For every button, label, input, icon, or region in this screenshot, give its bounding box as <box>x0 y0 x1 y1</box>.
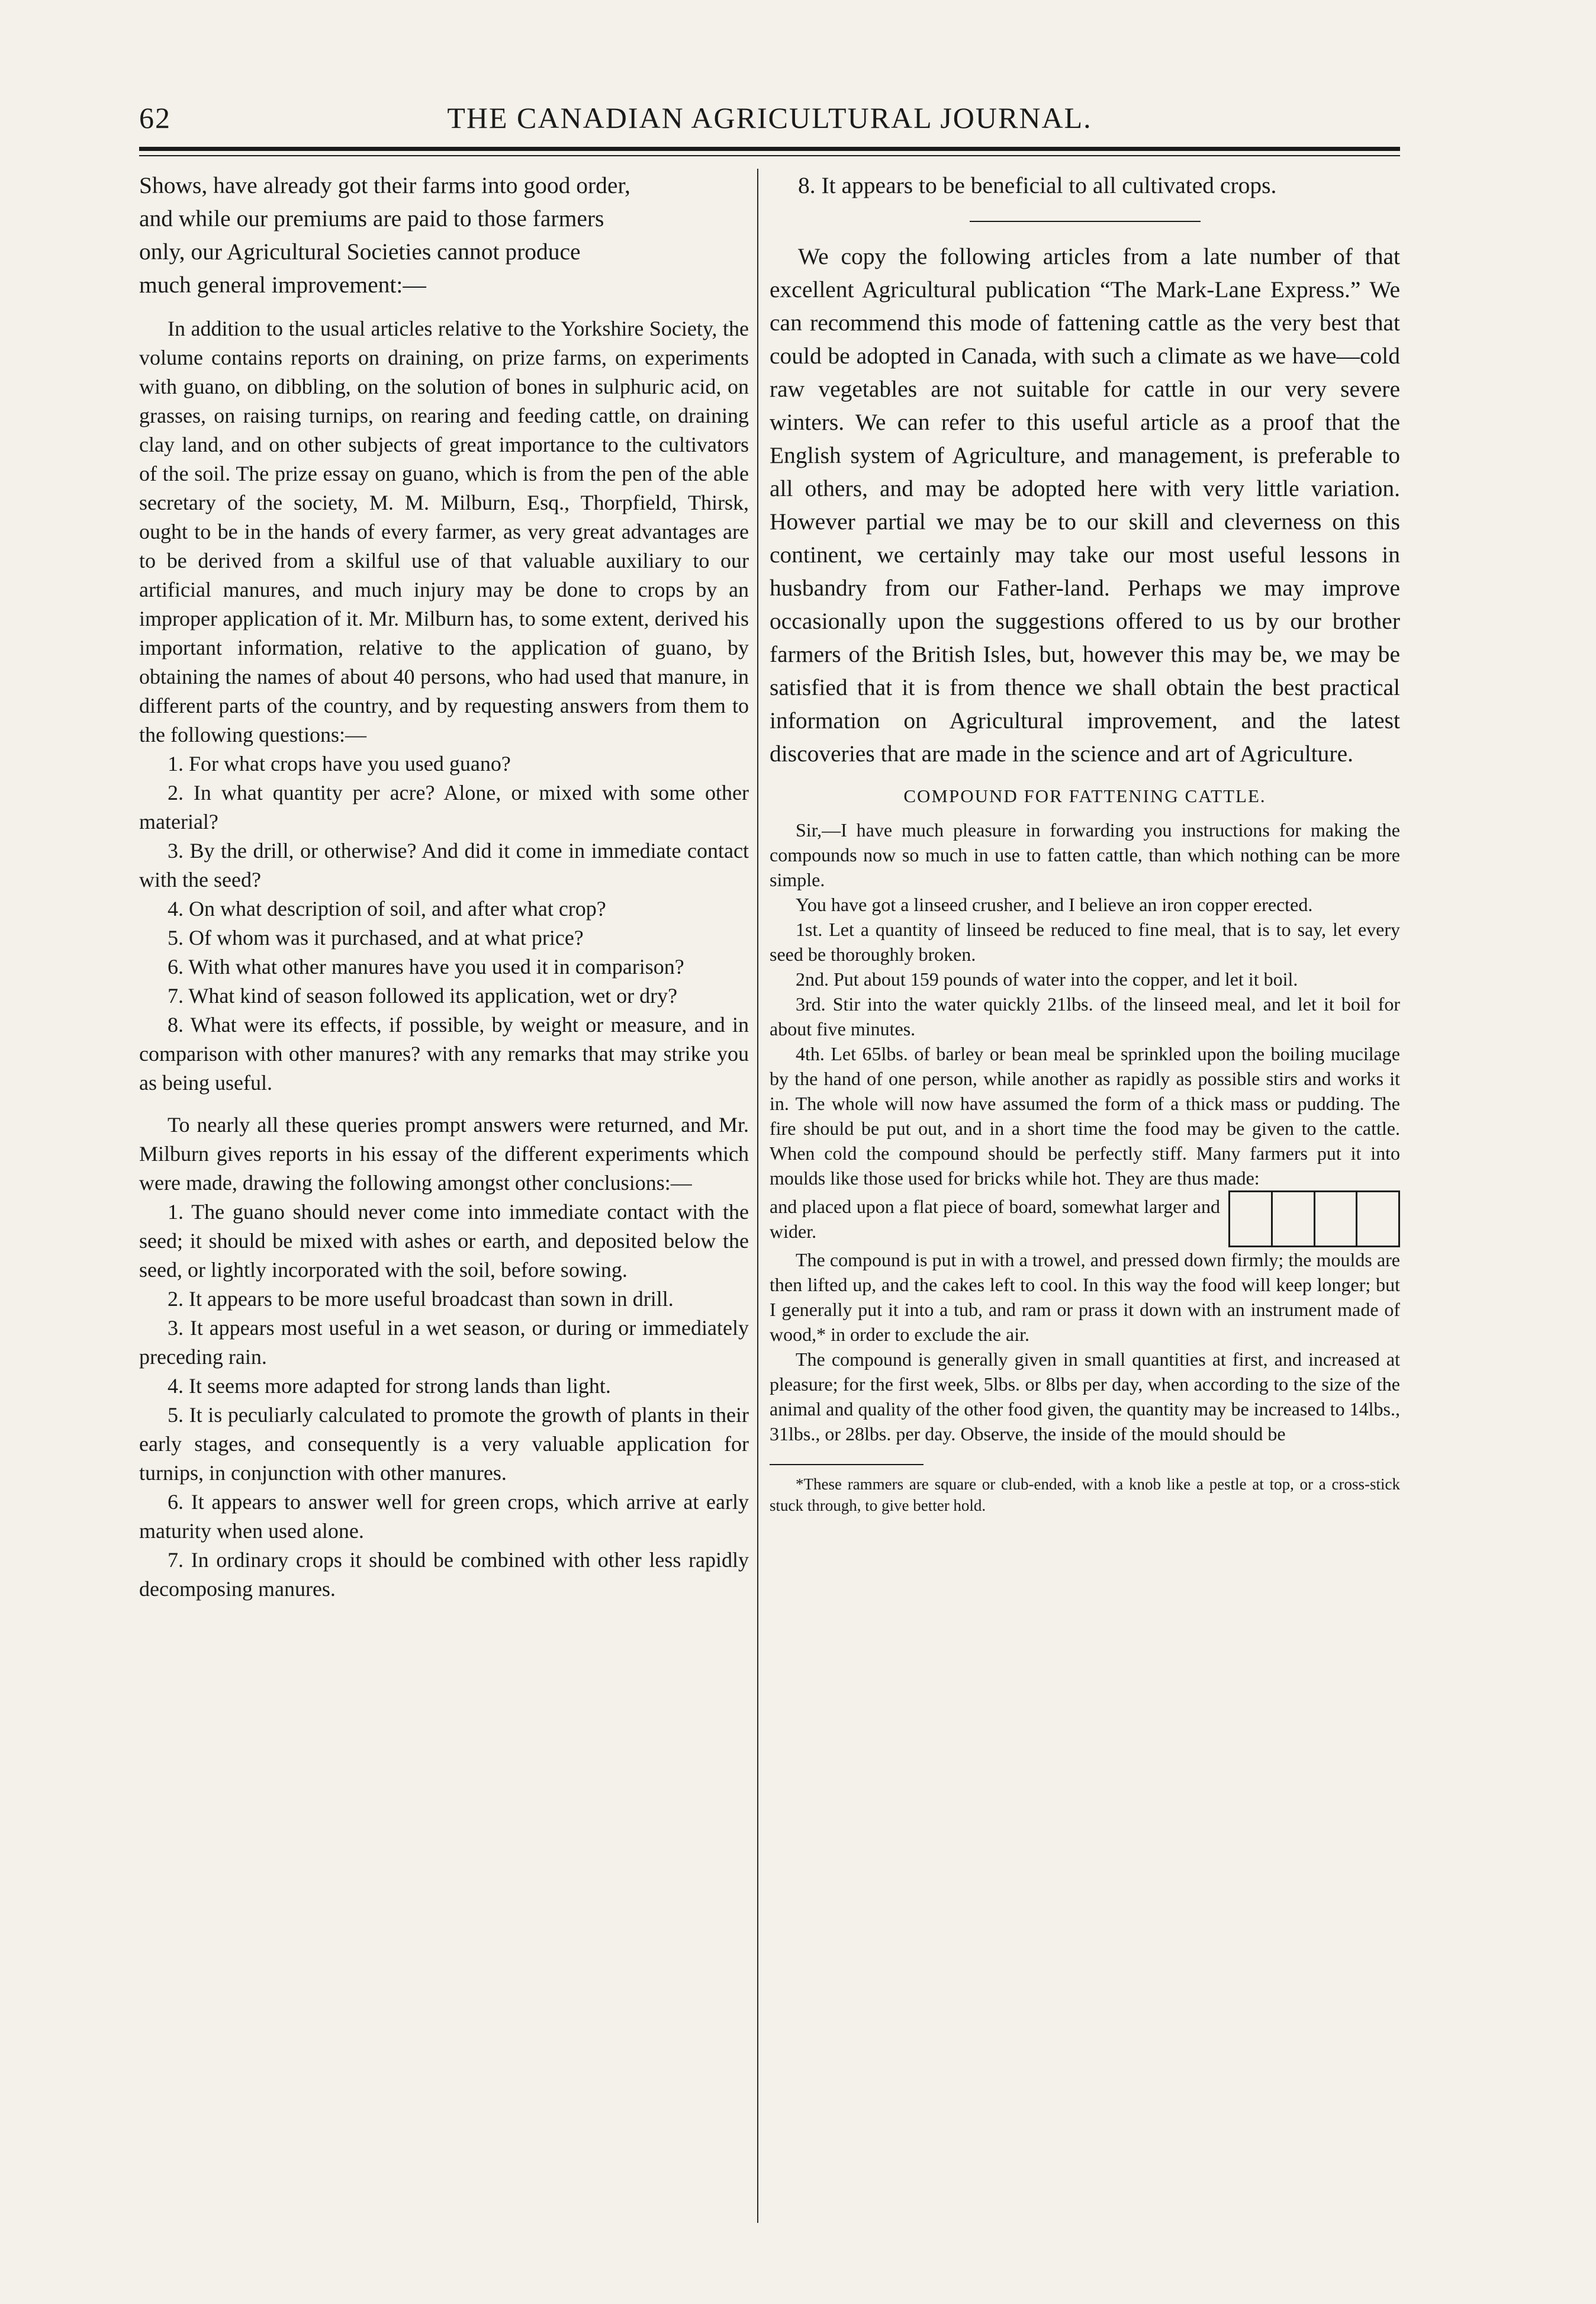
intro-line: only, our Agricultural Societies cannot produce <box>139 239 581 265</box>
editorial-block <box>770 240 1400 770</box>
journal-title: THE CANADIAN AGRICULTURAL JOURNAL. <box>447 101 1092 134</box>
brick-mould-diagram <box>1228 1190 1400 1247</box>
header-rule-thin <box>139 155 1400 156</box>
question-item: 7. What kind of season followed its application, wet or dry? <box>168 984 678 1008</box>
article-heading: COMPOUND FOR FATTENING CATTLE. <box>903 786 1266 806</box>
question-item: 6. With what other manures have you used it in comparison? <box>168 955 684 979</box>
right-column <box>770 169 1400 2229</box>
question-item: 4. On what description of soil, and after what crop? <box>168 897 606 921</box>
section-rule <box>970 221 1201 222</box>
mould-cell <box>1230 1192 1273 1246</box>
page-number: 62 <box>139 101 171 134</box>
conclusion-item: 6. It appears to answer well for green crops, which arrive at early maturity when used alone. <box>139 1490 749 1543</box>
conclusion-item: 5. It is peculiarly calculated to promote the growth of plants in their early stages, and consequently is a very valuable application for turnips, in conjunction with other manures. <box>139 1403 749 1485</box>
conclusion-8-block <box>770 169 1400 202</box>
mould-cell <box>1315 1192 1358 1246</box>
conclusion-item-8: 8. It appears to be beneficial to all cultivated crops. <box>798 172 1277 198</box>
running-head <box>139 101 1400 142</box>
intro-line: and while our premiums are paid to those farmers <box>139 205 604 231</box>
report-paragraph: In addition to the usual articles relative to the Yorkshire Society, the volume contains reports on draining, on prize farms, on experiments with guano, on dibbling, on the solution of bones in sulphuric acid, on grasses, on raising turnips, on rearing and feeding cattle, on draining clay land, and on other subjects of great importance to the cultivators of the soil. The prize essay on guano, which is from the pen of the able secretary of the society, M. M. Milburn, Esq., Thorpfield, Thirsk, ought to be in the hands of every farmer, as very great advantages are to be derived from a skilful use of that valuable auxiliary to our artificial manures, and much injury may be done to crops by an improper application of it. Mr. Milburn has, to some extent, derived his important information, relative to the application of guano, by obtaining the names of about 40 persons, who had used that manure, in different parts of the country, and by requesting answers from them to the following questions:— <box>139 317 749 746</box>
column-divider <box>757 169 758 2223</box>
letter-paragraph: 3rd. Stir into the water quickly 21lbs. of the linseed meal, and let it boil for about five minutes. <box>770 993 1400 1040</box>
letter-paragraph: 1st. Let a quantity of linseed be reduced to fine meal, that is to say, let every seed be thoroughly broken. <box>770 919 1400 965</box>
letter-paragraph: The compound is generally given in small quantities at first, and increased at pleasure; for the first week, 5lbs. or 8lbs per day, when according to the size of the animal and quality of the other food given, the quantity may be increased to 14lbs., 31lbs., or 28lbs. per day. Observe, the inside of the mould should be <box>770 1349 1400 1444</box>
letter-paragraph: Sir,—I have much pleasure in forwarding you instructions for making the compounds now so much in use to fatten cattle, than which nothing can be more simple. <box>770 819 1400 890</box>
conclusion-item: 3. It appears most useful in a wet season, or during or immediately preceding rain. <box>139 1316 749 1369</box>
letter-body <box>770 818 1400 1446</box>
letter-paragraph: The compound is put in with a trowel, and pressed down firmly; the moulds are then lifted up, and the cakes left to cool. In this way the food will keep longer; but I generally put it into a tub, and ram or prass it down with an instrument made of wood,* in order to exclude the air. <box>770 1249 1400 1345</box>
letter-paragraph: 2nd. Put about 159 pounds of water into the copper, and let it boil. <box>796 968 1298 990</box>
left-body <box>139 314 749 1604</box>
moulds-line <box>770 1190 1400 1247</box>
footnote: *These rammers are square or club-ended, with a knob like a pestle at top, or a cross-stick stuck through, to give better hold. <box>770 1475 1400 1514</box>
moulds-text: and placed upon a flat piece of board, somewhat larger and wider. <box>770 1196 1220 1242</box>
mould-cell <box>1357 1192 1398 1246</box>
left-column <box>139 169 749 2229</box>
question-item: 5. Of whom was it purchased, and at what price? <box>168 926 584 950</box>
intro-line: Shows, have already got their farms into good order, <box>139 172 630 198</box>
conclusion-item: 2. It appears to be more useful broadcast than sown in drill. <box>168 1287 674 1311</box>
conclusion-item: 1. The guano should never come into immediate contact with the seed; it should be mixed with ashes or earth, and deposited below the seed, or lightly incorporated with the soil, before sowing. <box>139 1200 749 1282</box>
intro-block <box>139 169 749 301</box>
header-rule-thick <box>139 147 1400 151</box>
conclusion-item: 4. It seems more adapted for strong lands than light. <box>168 1374 611 1398</box>
letter-paragraph: You have got a linseed crusher, and I believe an iron copper erected. <box>796 894 1313 915</box>
footnote-rule <box>770 1464 924 1465</box>
mould-cell <box>1273 1192 1315 1246</box>
question-item: 1. For what crops have you used guano? <box>168 752 511 775</box>
question-item: 8. What were its effects, if possible, by weight or measure, and in comparison with other manures? with any remarks that may strike you as being useful. <box>139 1013 749 1095</box>
question-item: 3. By the drill, or otherwise? And did it come in immediate contact with the seed? <box>139 839 749 892</box>
intro-line: much general improvement:— <box>139 272 426 298</box>
letter-paragraph: 4th. Let 65lbs. of barley or bean meal be sprinkled upon the boiling mucilage by the hand of one person, while another as rapidly as possible stirs and works it in. The whole will now have assumed the form of a thick mass or pudding. The fire should be put out, and in a short time the food may be given to the cattle. When cold the compound should be perfectly stiff. Many farmers put it into moulds like those used for bricks while hot. They are thus made: <box>770 1043 1400 1189</box>
question-item: 2. In what quantity per acre? Alone, or mixed with some other material? <box>139 781 749 834</box>
answers-paragraph: To nearly all these queries prompt answers were returned, and Mr. Milburn gives reports in his essay of the different experiments which were made, drawing the following amongst other conclusions:— <box>139 1113 749 1195</box>
conclusion-item: 7. In ordinary crops it should be combined with other less rapidly decomposing manures. <box>139 1548 749 1601</box>
editorial-paragraph: We copy the following articles from a late number of that excellent Agricultural publication “The Mark-Lane Express.” We can recommend this mode of fattening cattle as the very best that could be adopted in Canada, with such a climate as we have—cold raw vegetables are not suitable for cattle in our very severe winters. We can refer to this useful article as a proof that the English system of Agriculture, and management, is preferable to all others, and may be adopted here with very little variation. However partial we may be to our skill and cleverness on this continent, we certainly may take our most useful lessons in husbandry from our Father-land. Perhaps we may improve occasionally upon the suggestions offered to us by our brother farmers of the British Isles, but, however this may be, we may be satisfied that it is from thence we shall obtain the best practical information on Agricultural improvement, and the latest discoveries that are made in the science and art of Agriculture. <box>770 243 1400 767</box>
